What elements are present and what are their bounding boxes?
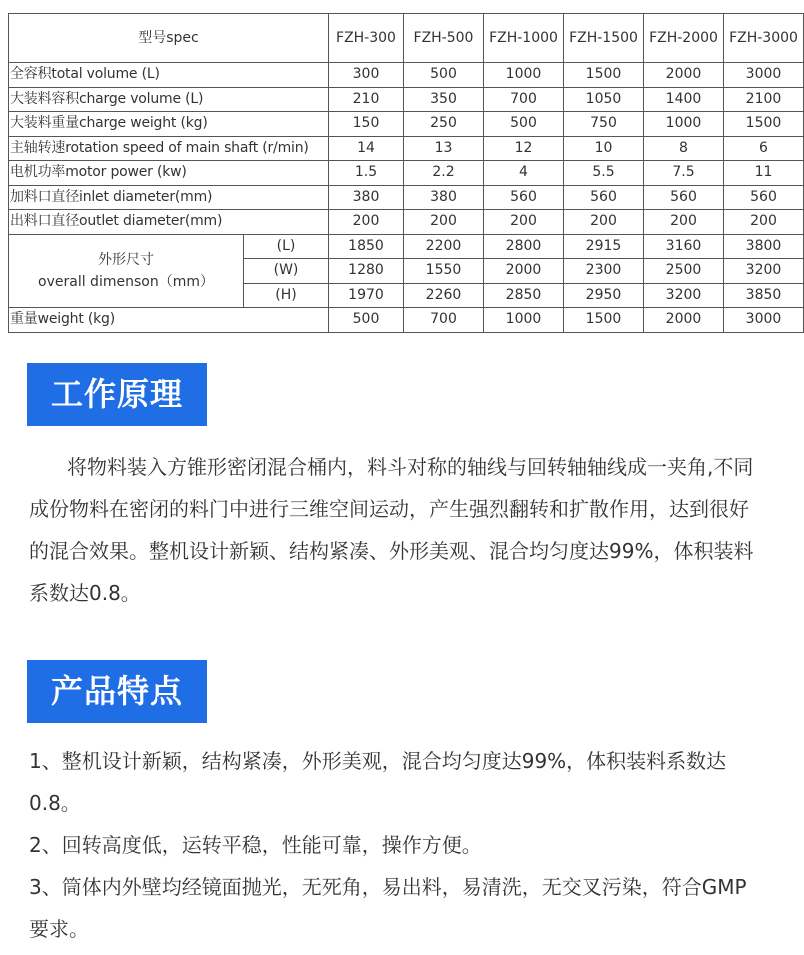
table-cell: 2100 — [724, 87, 804, 112]
table-cell: 250 — [404, 112, 484, 137]
table-cell: 3800 — [724, 234, 804, 259]
table-cell: 200 — [404, 210, 484, 235]
row-label: 全容积total volume (L) — [9, 63, 329, 88]
table-cell: 200 — [644, 210, 724, 235]
table-header-row — [9, 14, 804, 63]
table-cell: 3200 — [724, 259, 804, 284]
table-cell: 2260 — [404, 283, 484, 308]
table-cell: 3850 — [724, 283, 804, 308]
table-cell: 560 — [724, 185, 804, 210]
table-cell: 1280 — [329, 259, 404, 284]
table-cell: 7.5 — [644, 161, 724, 186]
table-cell: 5.5 — [564, 161, 644, 186]
table-cell: 2915 — [564, 234, 644, 259]
table-cell: 10 — [564, 136, 644, 161]
table-row — [9, 112, 804, 137]
table-cell: 560 — [644, 185, 724, 210]
table-cell: 1400 — [644, 87, 724, 112]
table-cell: 2500 — [644, 259, 724, 284]
row-label: 重量weight (kg) — [9, 308, 329, 333]
table-cell: 1050 — [564, 87, 644, 112]
table-cell: 700 — [404, 308, 484, 333]
table-row — [9, 210, 804, 235]
dimension-axis: (L) — [244, 234, 329, 259]
table-cell: 1500 — [724, 112, 804, 137]
table-cell: 3200 — [644, 283, 724, 308]
table-cell: 1.5 — [329, 161, 404, 186]
section-title-principle: 工作原理 — [27, 363, 207, 426]
table-cell: 1550 — [404, 259, 484, 284]
row-label: 大装料容积charge volume (L) — [9, 87, 329, 112]
table-cell: 700 — [484, 87, 564, 112]
feature-item: 2、回转高度低，运转平稳，性能可靠，操作方便。 — [29, 833, 482, 857]
table-cell: 500 — [404, 63, 484, 88]
table-cell: 150 — [329, 112, 404, 137]
spec-header-label: 型号spec — [9, 14, 329, 63]
table-cell: 200 — [564, 210, 644, 235]
table-cell: 14 — [329, 136, 404, 161]
table-cell: 2800 — [484, 234, 564, 259]
row-label: 加料口直径inlet diameter(mm) — [9, 185, 329, 210]
table-cell: 2300 — [564, 259, 644, 284]
table-cell: 1970 — [329, 283, 404, 308]
table-cell: 560 — [484, 185, 564, 210]
table-row — [9, 161, 804, 186]
table-cell: 380 — [329, 185, 404, 210]
row-label: 主轴转速rotation speed of main shaft (r/min) — [9, 136, 329, 161]
dimension-axis: (W) — [244, 259, 329, 284]
dimension-label-cn: 外形尺寸 — [98, 251, 154, 268]
model-header: FZH-3000 — [724, 14, 804, 63]
table-cell: 3160 — [644, 234, 724, 259]
principle-paragraph: 将物料装入方锥形密闭混合桶内，料斗对称的轴线与回转轴轴线成一夹角,不同成份物料在密闭的料门中进行三维空间运动，产生强烈翻转和扩散作用，达到很好的混合效果。整机设计新颖、结构紧凑、外形美观、混合均匀度达99%，体积装料系数达0.8。 — [29, 455, 754, 605]
table-cell: 13 — [404, 136, 484, 161]
table-cell: 2950 — [564, 283, 644, 308]
table-cell: 2000 — [484, 259, 564, 284]
table-cell: 350 — [404, 87, 484, 112]
table-cell: 210 — [329, 87, 404, 112]
table-cell: 4 — [484, 161, 564, 186]
table-cell: 8 — [644, 136, 724, 161]
table-cell: 2.2 — [404, 161, 484, 186]
table-row — [9, 136, 804, 161]
table-cell: 380 — [404, 185, 484, 210]
table-cell: 6 — [724, 136, 804, 161]
table-cell: 500 — [329, 308, 404, 333]
dimension-label-en: overall dimenson（mm） — [38, 273, 214, 290]
table-cell: 3000 — [724, 308, 804, 333]
dimension-row-length — [9, 234, 804, 259]
table-row — [9, 308, 804, 333]
table-cell: 12 — [484, 136, 564, 161]
table-cell: 2000 — [644, 63, 724, 88]
table-cell: 3000 — [724, 63, 804, 88]
model-header: FZH-1500 — [564, 14, 644, 63]
row-label: 出料口直径outlet diameter(mm) — [9, 210, 329, 235]
table-cell: 200 — [724, 210, 804, 235]
table-cell: 300 — [329, 63, 404, 88]
table-cell: 2850 — [484, 283, 564, 308]
table-row — [9, 185, 804, 210]
feature-item: 3、筒体内外壁均经镜面抛光，无死角，易出料，易清洗，无交叉污染，符合GMP要求。 — [29, 875, 747, 941]
table-cell: 200 — [484, 210, 564, 235]
model-header: FZH-1000 — [484, 14, 564, 63]
model-header: FZH-2000 — [644, 14, 724, 63]
row-label: 大装料重量charge weight (kg) — [9, 112, 329, 137]
table-row — [9, 87, 804, 112]
spec-table — [8, 13, 804, 333]
table-cell: 11 — [724, 161, 804, 186]
table-cell: 500 — [484, 112, 564, 137]
table-cell: 1850 — [329, 234, 404, 259]
feature-item: 1、整机设计新颖，结构紧凑，外形美观，混合均匀度达99%，体积装料系数达0.8。 — [29, 749, 727, 815]
table-row — [9, 63, 804, 88]
dimension-axis: (H) — [244, 283, 329, 308]
table-cell: 1000 — [484, 308, 564, 333]
table-cell: 1500 — [564, 63, 644, 88]
table-cell: 2200 — [404, 234, 484, 259]
table-cell: 1000 — [644, 112, 724, 137]
table-cell: 2000 — [644, 308, 724, 333]
row-label: 电机功率motor power (kw) — [9, 161, 329, 186]
table-cell: 200 — [329, 210, 404, 235]
table-cell: 560 — [564, 185, 644, 210]
dimension-label — [9, 234, 244, 308]
model-header: FZH-300 — [329, 14, 404, 63]
section-title-features: 产品特点 — [27, 660, 207, 723]
table-cell: 1000 — [484, 63, 564, 88]
table-cell: 750 — [564, 112, 644, 137]
table-cell: 1500 — [564, 308, 644, 333]
model-header: FZH-500 — [404, 14, 484, 63]
